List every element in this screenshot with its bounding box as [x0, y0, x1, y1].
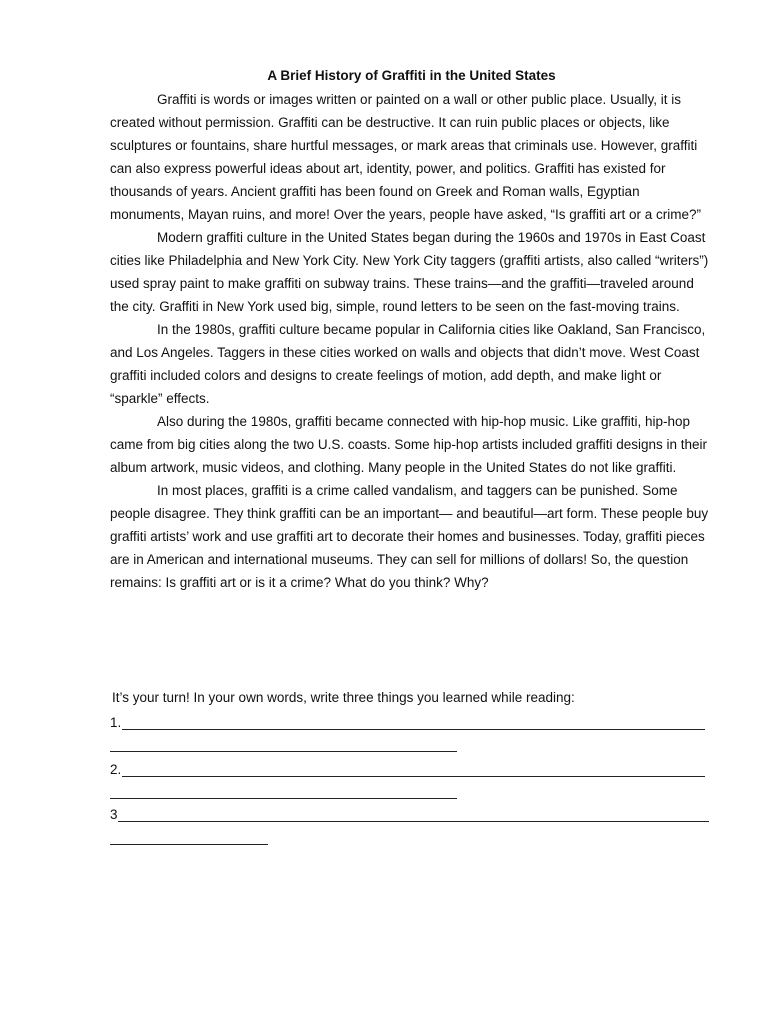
- paragraph-west-coast: In the 1980s, graffiti culture became popular in California cities like Oakland, San Francisco, and Los Angeles. Taggers in these cities worked on walls and objects that didn’t move. West Coast graffiti included colors and designs to create feelings of motion, add depth, and make light or “sparkle” effects.: [110, 322, 706, 406]
- answer-number-1: 1.: [110, 715, 122, 730]
- answer-number-3: 3: [110, 807, 118, 822]
- writing-prompt: It’s your turn! In your own words, write three things you learned while reading:: [112, 690, 575, 705]
- paragraph-art-or-crime: In most places, graffiti is a crime called vandalism, and taggers can be punished. Some people disagree. They think graffiti can be an important— and beautiful—art form. These people buy graffiti artists’ work and use graffiti art to decorate their homes and businesses. Today, graffiti pieces are in American and international museums. They can sell for millions of dollars! So, the question remains: Is graffiti art or is it a crime? What do you think? Why?: [110, 483, 709, 590]
- answer-3-line-b[interactable]: [110, 844, 268, 845]
- answer-2-line-b[interactable]: [110, 798, 457, 799]
- paragraph-hip-hop: Also during the 1980s, graffiti became connected with hip-hop music. Like graffiti, hip-hop came from big cities along the two U.S. coasts. Some hip-hop artists included graffiti designs in their album artwork, music videos, and clothing. Many people in the United States do not like graffiti.: [110, 414, 708, 475]
- paragraph-intro: Graffiti is words or images written or painted on a wall or other public place. Usually, it is created without permission. Graffiti can be destructive. It can ruin public places or objects, like sculptures or fountains, share hurtful messages, or mark areas that criminals use. However, graffiti can also express powerful ideas about art, identity, power, and politics. Graffiti has existed for thousands of years. Ancient graffiti has been found on Greek and Roman walls, Egyptian monuments, Mayan ruins, and more! Over the years, people have asked, “Is graffiti art or a crime?”: [110, 92, 702, 222]
- article-body: [110, 88, 713, 594]
- paragraph-east-coast: Modern graffiti culture in the United States began during the 1960s and 1970s in East Coast cities like Philadelphia and New York City. New York City taggers (graffiti artists, also called “writers”) used spray paint to make graffiti on subway trains. These trains—and the graffiti—traveled around the city. Graffiti in New York used big, simple, round letters to be seen on the fast-moving trains.: [110, 230, 709, 314]
- answer-number-2: 2.: [110, 762, 122, 777]
- answer-1-line-a[interactable]: [122, 729, 705, 730]
- answer-3-line-a[interactable]: [118, 821, 709, 822]
- answer-2-line-a[interactable]: [122, 776, 705, 777]
- answer-1-line-b[interactable]: [110, 751, 457, 752]
- document-title: A Brief History of Graffiti in the United States: [267, 68, 556, 83]
